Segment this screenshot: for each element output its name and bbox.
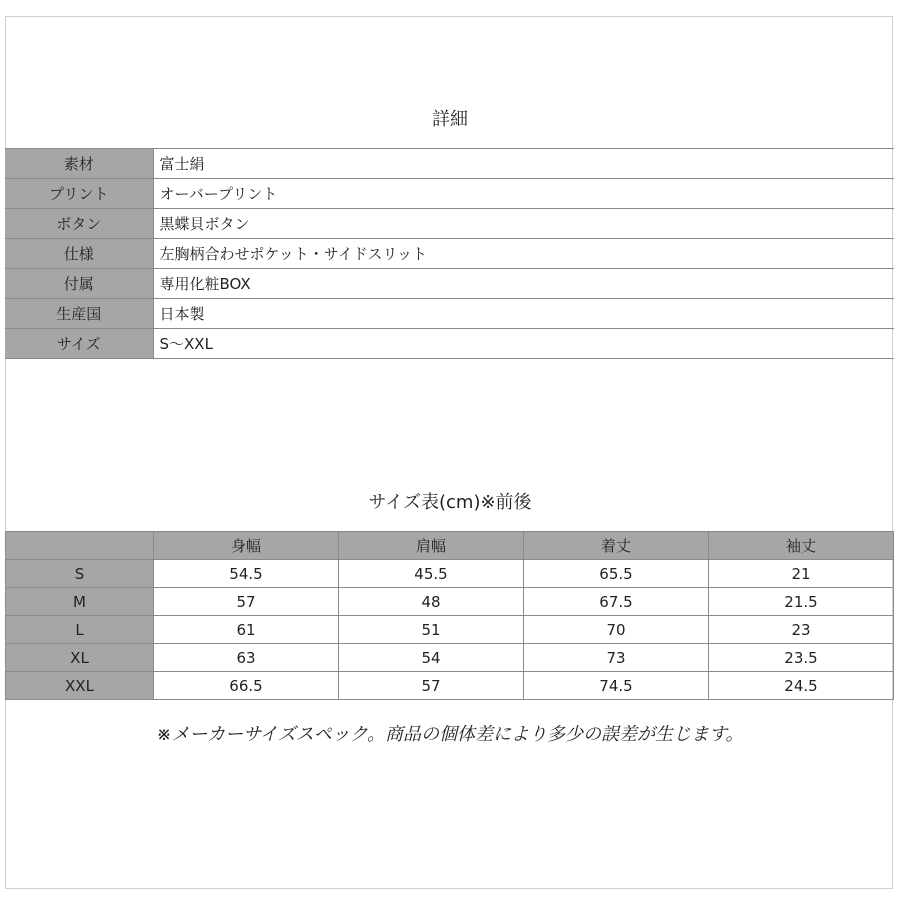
size-label: S (6, 560, 154, 588)
table-cell: 70 (524, 616, 709, 644)
details-value: 富士絹 (153, 149, 894, 179)
table-cell: 24.5 (709, 672, 894, 700)
size-chart-header-body-width: 身幅 (154, 532, 339, 560)
details-label: サイズ (5, 329, 153, 359)
details-row-country (5, 299, 894, 329)
table-cell: 23 (709, 616, 894, 644)
size-chart-header-row (6, 532, 894, 560)
content-frame (5, 16, 893, 889)
details-label: プリント (5, 179, 153, 209)
details-title: 詳細 (432, 109, 468, 130)
details-label: 素材 (5, 149, 153, 179)
details-value: S〜XXL (153, 329, 894, 359)
details-value: 左胸柄合わせポケット・サイドスリット (153, 239, 894, 269)
details-value: 日本製 (153, 299, 894, 329)
size-label: M (6, 588, 154, 616)
details-row-spec (5, 239, 894, 269)
details-row-accessory (5, 269, 894, 299)
size-chart-title: サイズ表(cm)※前後 (368, 492, 532, 513)
table-row (6, 644, 894, 672)
size-disclaimer-note: ※メーカーサイズスペック。商品の個体差により多少の誤差が生じます。 (156, 724, 744, 745)
details-row-size (5, 329, 894, 359)
table-row (6, 616, 894, 644)
table-cell: 48 (339, 588, 524, 616)
table-cell: 63 (154, 644, 339, 672)
table-cell: 23.5 (709, 644, 894, 672)
details-row-print (5, 179, 894, 209)
table-cell: 66.5 (154, 672, 339, 700)
details-row-material (5, 149, 894, 179)
size-chart-header-shoulder-width: 肩幅 (339, 532, 524, 560)
table-cell: 54.5 (154, 560, 339, 588)
table-cell: 45.5 (339, 560, 524, 588)
size-label: XXL (6, 672, 154, 700)
table-cell: 65.5 (524, 560, 709, 588)
table-cell: 57 (339, 672, 524, 700)
details-label: ボタン (5, 209, 153, 239)
table-cell: 54 (339, 644, 524, 672)
size-chart-header-sleeve-length: 袖丈 (709, 532, 894, 560)
table-cell: 51 (339, 616, 524, 644)
table-cell: 21.5 (709, 588, 894, 616)
table-cell: 61 (154, 616, 339, 644)
details-value: オーバープリント (153, 179, 894, 209)
details-label: 仕様 (5, 239, 153, 269)
table-cell: 67.5 (524, 588, 709, 616)
size-label: L (6, 616, 154, 644)
table-cell: 73 (524, 644, 709, 672)
size-chart-header-corner (6, 532, 154, 560)
details-value: 黒蝶貝ボタン (153, 209, 894, 239)
table-cell: 57 (154, 588, 339, 616)
details-value: 専用化粧BOX (153, 269, 894, 299)
table-row (6, 672, 894, 700)
table-cell: 21 (709, 560, 894, 588)
size-chart-header-length: 着丈 (524, 532, 709, 560)
details-label: 生産国 (5, 299, 153, 329)
details-row-button (5, 209, 894, 239)
details-table (5, 148, 894, 359)
table-cell: 74.5 (524, 672, 709, 700)
size-chart-table (5, 531, 894, 700)
table-row (6, 588, 894, 616)
table-row (6, 560, 894, 588)
size-label: XL (6, 644, 154, 672)
details-label: 付属 (5, 269, 153, 299)
